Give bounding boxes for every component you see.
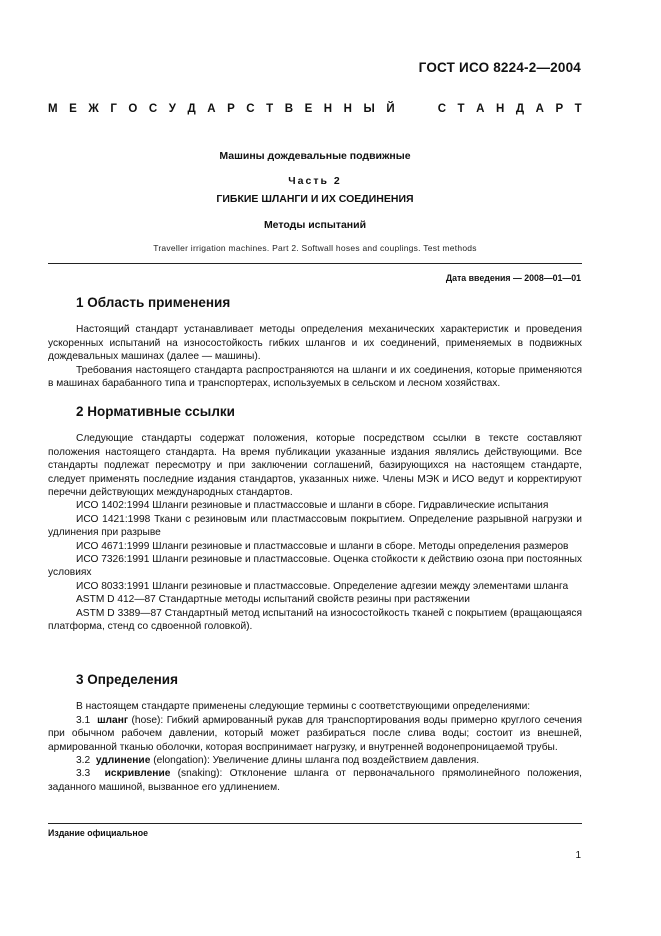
definition-text: (elongation): Увеличение длины шланга под воздействием давления. xyxy=(150,755,480,767)
reference-item: ASTM D 3389—87 Стандартный метод испытаний на износостойкость тканей с покрытием (вращающаяся платформа, стенд со сдвоенной головкой). xyxy=(48,607,582,633)
title-methods: Методы испытаний xyxy=(263,219,367,231)
banner-letter: Е xyxy=(304,103,313,115)
footer-divider xyxy=(48,823,582,824)
banner-letter: С xyxy=(246,103,255,115)
standard-code: ГОСТ ИСО 8224-2—2004 xyxy=(418,60,581,75)
header-divider xyxy=(48,263,582,264)
banner-letter: В xyxy=(284,103,294,115)
banner-letter: Р xyxy=(227,103,235,115)
banner-letter: А xyxy=(476,103,485,115)
banner-letter: Д xyxy=(187,103,196,115)
definition-number: 3.2 xyxy=(76,755,91,767)
definition-number: 3.3 xyxy=(76,768,91,780)
banner-letter: Н xyxy=(495,103,505,115)
paragraph: Следующие стандарты содержат положения, которые посредством ссылки в тексте составляют положения настоящего стандарта. На время публикации указанные издания являлись действующими. Все стандарты подлежат пересмотру и при заключении соглашений, базирующихся на настоящем стандарте, следует применять последние издания стандартов, указанных ниже. Члены МЭК и ИСО ведут и корректируют перечни действующих международных стандартов. xyxy=(48,433,582,499)
definition-item xyxy=(48,767,582,794)
interstate-standard-banner xyxy=(48,103,582,115)
reference-item: ИСО 7326:1991 Шланги резиновые и пластмассовые. Оценка стойкости к действию озона при постоянных условиях xyxy=(48,554,582,579)
definition-text: (snaking): Отклонение шланга от первоначального прямолинейного положения, заданного машиной, вызванное его удлинением. xyxy=(48,768,582,793)
reference-item: ИСО 4671:1999 Шланги резиновые и пластмассовые и шланги в сборе. Методы определения размеров xyxy=(76,540,569,552)
banner-letter: С xyxy=(437,103,446,115)
definition-term: удлинение xyxy=(95,755,151,767)
official-edition-note: Издание официальное xyxy=(48,828,148,838)
title-main: ГИБКИЕ ШЛАНГИ И ИХ СОЕДИНЕНИЯ xyxy=(216,193,414,205)
banner-letter: У xyxy=(168,103,176,115)
banner-letter: М xyxy=(48,103,58,115)
banner-letter: Н xyxy=(323,103,333,115)
section-definitions xyxy=(48,673,582,794)
reference-item: ИСО 1402:1994 Шланги резиновые и пластмассовые и шланги в сборе. Гидравлические испытания xyxy=(76,500,549,512)
banner-letter: Н xyxy=(343,103,352,115)
banner-letter: О xyxy=(128,103,138,115)
banner-letter: А xyxy=(207,103,216,115)
definition-text: (hose): Гибкий армированный рукав для транспортирования воды примерно круглого сечения при обычном рабочем давлении, который может разбираться после слива воды; состоит из внешней, армированной тканью оболочки, которая воспринимает нагрузку, и внутренней водонепроницаемой трубы. xyxy=(48,714,582,753)
banner-letter: Д xyxy=(515,103,525,115)
banner-gap xyxy=(406,103,426,115)
banner-letter: Ж xyxy=(88,103,99,115)
banner-letter: Р xyxy=(555,103,564,115)
title-english: Traveller irrigation machines. Part 2. Softwall hoses and couplings. Test methods xyxy=(153,243,477,253)
section-scope xyxy=(48,296,582,390)
date-of-introduction: Дата введения — 2008—01—01 xyxy=(445,273,581,283)
banner-letter: Т xyxy=(574,103,582,115)
banner-letter: Е xyxy=(69,103,77,115)
banner-letter: Т xyxy=(457,103,465,115)
definition-term: искривление xyxy=(104,768,171,780)
reference-item: ASTM D 412—87 Стандартные методы испытаний свойств резины при растяжении xyxy=(76,594,470,606)
definition-item xyxy=(48,714,582,754)
definition-term: шланг xyxy=(97,714,129,726)
definition-number: 3.1 xyxy=(76,714,91,726)
banner-letter: Т xyxy=(266,103,274,115)
paragraph: Требования настоящего стандарта распространяются на шланги и их соединения, которые применяются в машинах барабанного типа и транспортерах, используемых в сельском и лесном хозяйствах. xyxy=(48,364,582,390)
paragraph: В настоящем стандарте применены следующие термины с соответствующими определениями: xyxy=(76,701,531,713)
reference-item: ИСО 8033:1991 Шланги резиновые и пластмассовые. Определение адгезии между элементами шланга xyxy=(76,580,569,592)
banner-letter: А xyxy=(535,103,544,115)
banner-letter: Ы xyxy=(363,103,375,115)
section-normative-references xyxy=(48,405,582,634)
reference-item: ИСО 1421:1998 Ткани с резиновым или пластмассовым покрытием. Определение разрывной нагрузки и удлинения при разрыве xyxy=(48,513,582,539)
title-part: Часть 2 xyxy=(288,175,342,187)
section-heading: 2 Нормативные ссылки xyxy=(76,404,235,419)
page-number: 1 xyxy=(575,850,581,861)
section-heading: 3 Определения xyxy=(76,672,178,687)
section-heading: 1 Область применения xyxy=(76,295,231,310)
banner-letter: Г xyxy=(110,103,117,115)
banner-letter: Й xyxy=(386,103,395,115)
definition-item xyxy=(48,754,582,767)
banner-letter: С xyxy=(148,103,158,115)
title-machines: Машины дождевальные подвижные xyxy=(219,150,411,162)
paragraph: Настоящий стандарт устанавливает методы определения механических характеристик и проведения ускоренных испытаний на износостойкость гибких шлангов и их соединений, применяемых в подвижных дождевальных машинах (далее — машины). xyxy=(48,324,582,363)
